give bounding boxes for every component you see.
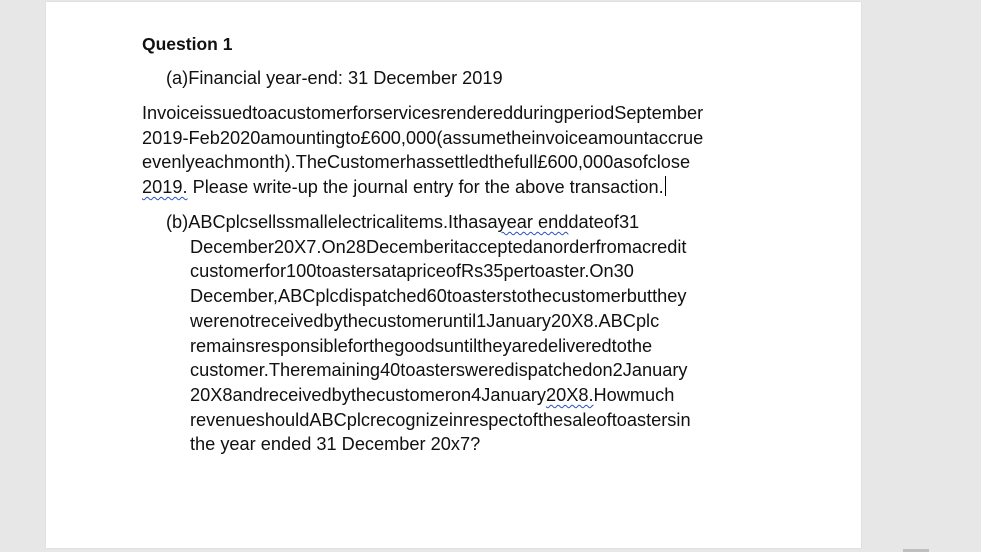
word: accrue (648, 127, 704, 148)
word: electrical (327, 212, 400, 232)
word: plc (225, 212, 249, 232)
word: 4 (471, 384, 482, 405)
word: rendered (440, 103, 514, 123)
paragraph-line (166, 284, 766, 309)
word-group (400, 212, 449, 232)
paragraph-line: 2019. Please write-up the journal entry for the above transaction. (142, 177, 664, 198)
paragraph-line (166, 259, 766, 284)
word: customer (367, 310, 443, 331)
word: the (526, 286, 552, 307)
word: December (190, 236, 274, 257)
word: should (255, 409, 310, 430)
word: toasters (446, 286, 512, 307)
word: customer (376, 384, 451, 405)
word: The (295, 152, 328, 173)
word: month). (234, 152, 296, 173)
word: from (595, 236, 632, 257)
word: date (568, 212, 604, 232)
word: until (443, 335, 478, 356)
word: accepted (458, 236, 533, 257)
word: of (603, 212, 619, 232)
word: received (262, 384, 332, 405)
word: on (592, 360, 613, 381)
part-a-paragraph[interactable] (142, 101, 772, 200)
part-a-title: (a)Financial year-end: 31 December 2019 (166, 68, 503, 88)
word-group (249, 212, 285, 232)
word: were (465, 360, 505, 381)
word: (assume (436, 127, 507, 148)
paragraph-line (142, 150, 772, 175)
word: 2019 (142, 127, 183, 148)
word: the (626, 335, 653, 356)
word: toasters (400, 360, 465, 381)
word: of (596, 409, 612, 430)
word: has (458, 212, 488, 232)
word: per (503, 261, 530, 282)
word-group (594, 385, 630, 405)
word: the (488, 152, 515, 173)
word: items. (399, 212, 449, 232)
word: for (264, 261, 287, 282)
word: a (396, 261, 407, 282)
word: a (631, 236, 642, 257)
word: at (381, 261, 397, 282)
word: respect (463, 409, 523, 430)
word: for (352, 103, 374, 123)
word-group (568, 212, 603, 232)
word-group (232, 385, 262, 405)
word: they (652, 286, 687, 307)
word: 20X7. (273, 236, 322, 257)
word: Invoice (142, 103, 200, 123)
word-group (351, 385, 376, 405)
word-group (458, 212, 487, 232)
word: as (613, 152, 633, 173)
word: 1 (476, 310, 487, 331)
word: amount (588, 127, 649, 148)
word: by (331, 384, 351, 405)
word: 100 (286, 261, 317, 282)
word: an (532, 236, 553, 257)
word: to (611, 335, 627, 356)
grammar-flag[interactable]: 2019. (142, 177, 188, 198)
word: ABC (277, 286, 316, 307)
word: 28 (345, 236, 366, 257)
word: the (368, 335, 395, 356)
part-b-paragraph[interactable] (166, 210, 766, 457)
word-group (190, 385, 232, 405)
word: It (448, 212, 459, 232)
paragraph-line (166, 235, 766, 260)
paragraph-line (166, 210, 766, 235)
paragraph-line (166, 334, 766, 359)
word: for (347, 335, 369, 356)
word: received (254, 310, 324, 331)
word: December, (190, 286, 278, 307)
word: - (182, 127, 189, 148)
word: 600,000 (547, 152, 614, 173)
word: sells (248, 212, 286, 232)
paragraph-line (166, 309, 766, 334)
word-group (546, 385, 594, 405)
word: amounting (260, 127, 346, 148)
word: in (676, 409, 691, 430)
word: of (632, 152, 648, 173)
word: much (629, 384, 675, 405)
word: by (323, 310, 343, 331)
word: recognize (370, 409, 449, 430)
word: revenue (190, 409, 256, 430)
word: remaining (300, 360, 381, 381)
word: (b) (166, 212, 189, 232)
word: December (365, 236, 450, 257)
word: it (449, 236, 459, 257)
word: full (514, 152, 538, 173)
word-group (285, 212, 327, 232)
word: a (267, 103, 278, 123)
word: to (252, 103, 268, 123)
word: September (614, 103, 704, 123)
word: toasters (611, 409, 677, 430)
word-group (226, 212, 249, 232)
word: plc (346, 409, 370, 430)
word-group (451, 385, 471, 405)
word: the (537, 409, 564, 430)
word: plc (315, 286, 339, 307)
word-group (263, 385, 332, 405)
word-group (166, 212, 188, 232)
word: not (229, 310, 255, 331)
word: to (511, 286, 527, 307)
word: has (405, 152, 436, 173)
word: goods (394, 335, 444, 356)
word: close (647, 152, 691, 173)
word: January (486, 310, 551, 331)
word: period (563, 103, 615, 123)
word: but (626, 286, 653, 307)
word-group (328, 212, 400, 232)
word: small (285, 212, 328, 232)
grammar-flag[interactable]: year end (497, 212, 569, 232)
word: the (342, 310, 368, 331)
word: responsible (254, 335, 348, 356)
word-group (188, 212, 225, 232)
word: £ (537, 152, 548, 173)
paragraph-line (142, 126, 772, 151)
word: in (448, 409, 464, 430)
word: 30 (613, 261, 634, 282)
word: dispatched (504, 360, 593, 381)
word-group (487, 212, 497, 232)
word: during (513, 103, 564, 123)
word: each (194, 152, 235, 173)
word: 20X8 (190, 384, 233, 405)
word: of (445, 261, 461, 282)
document-page[interactable] (46, 2, 861, 548)
word: customer (190, 261, 265, 282)
word: £ (360, 127, 371, 148)
word: ABC (598, 310, 636, 331)
word: 40 (380, 360, 401, 381)
word: dispatched (338, 286, 427, 307)
word: 600,000 (370, 127, 437, 148)
word: How (593, 384, 630, 405)
word: evenly (142, 152, 195, 173)
word-group (619, 212, 639, 232)
word: 60 (426, 286, 447, 307)
word: customer (552, 286, 627, 307)
word: On (589, 261, 614, 282)
word: to (345, 127, 361, 148)
word: are (511, 335, 538, 356)
word-group (448, 212, 458, 232)
word: the (506, 127, 532, 148)
paragraph-line (166, 383, 766, 408)
word: January (622, 360, 688, 381)
word: the (350, 384, 377, 405)
word: settled (435, 152, 489, 173)
word: sale (563, 409, 597, 430)
word: until (442, 310, 477, 331)
word: on (450, 384, 472, 405)
word: credit (641, 236, 687, 257)
word-group (604, 212, 619, 232)
paragraph-line (142, 101, 772, 126)
word: Customer (327, 152, 406, 173)
word: Feb (188, 127, 220, 148)
word: services (373, 103, 441, 123)
word: were (190, 310, 230, 331)
word-group (630, 385, 674, 405)
word: January (481, 384, 546, 405)
word: customer. (190, 360, 269, 381)
paragraph-line: the year ended 31 December 20x7? (190, 434, 481, 455)
word: plc (635, 310, 660, 331)
word: Rs35 (460, 261, 504, 282)
word: 2020 (219, 127, 261, 148)
word: 2 (612, 360, 623, 381)
paragraph-line (166, 358, 766, 383)
word: 20X8. (551, 310, 599, 331)
text-cursor (665, 176, 666, 196)
word: and (232, 384, 263, 405)
word: order (553, 236, 596, 257)
word-group (471, 385, 481, 405)
word-group (498, 212, 569, 232)
paragraph-line (166, 408, 766, 433)
word: ABC (309, 409, 347, 430)
word: delivered (537, 335, 612, 356)
word: customer (277, 103, 353, 123)
grammar-flag[interactable]: 20X8. (545, 384, 594, 405)
word: toasters (316, 261, 382, 282)
word: they (477, 335, 512, 356)
word-group (332, 385, 351, 405)
word: 31 (618, 212, 640, 232)
word: invoice (531, 127, 588, 148)
word: ABC (188, 212, 226, 232)
word: of (522, 409, 538, 430)
question-heading: Question 1 (142, 34, 233, 54)
word: The (268, 360, 301, 381)
word: toaster. (529, 261, 590, 282)
word: remains (190, 335, 255, 356)
word-group (481, 385, 546, 405)
word: On (321, 236, 346, 257)
word: price (406, 261, 446, 282)
word: a (487, 212, 498, 232)
word-group (376, 385, 451, 405)
word: issued (199, 103, 253, 123)
